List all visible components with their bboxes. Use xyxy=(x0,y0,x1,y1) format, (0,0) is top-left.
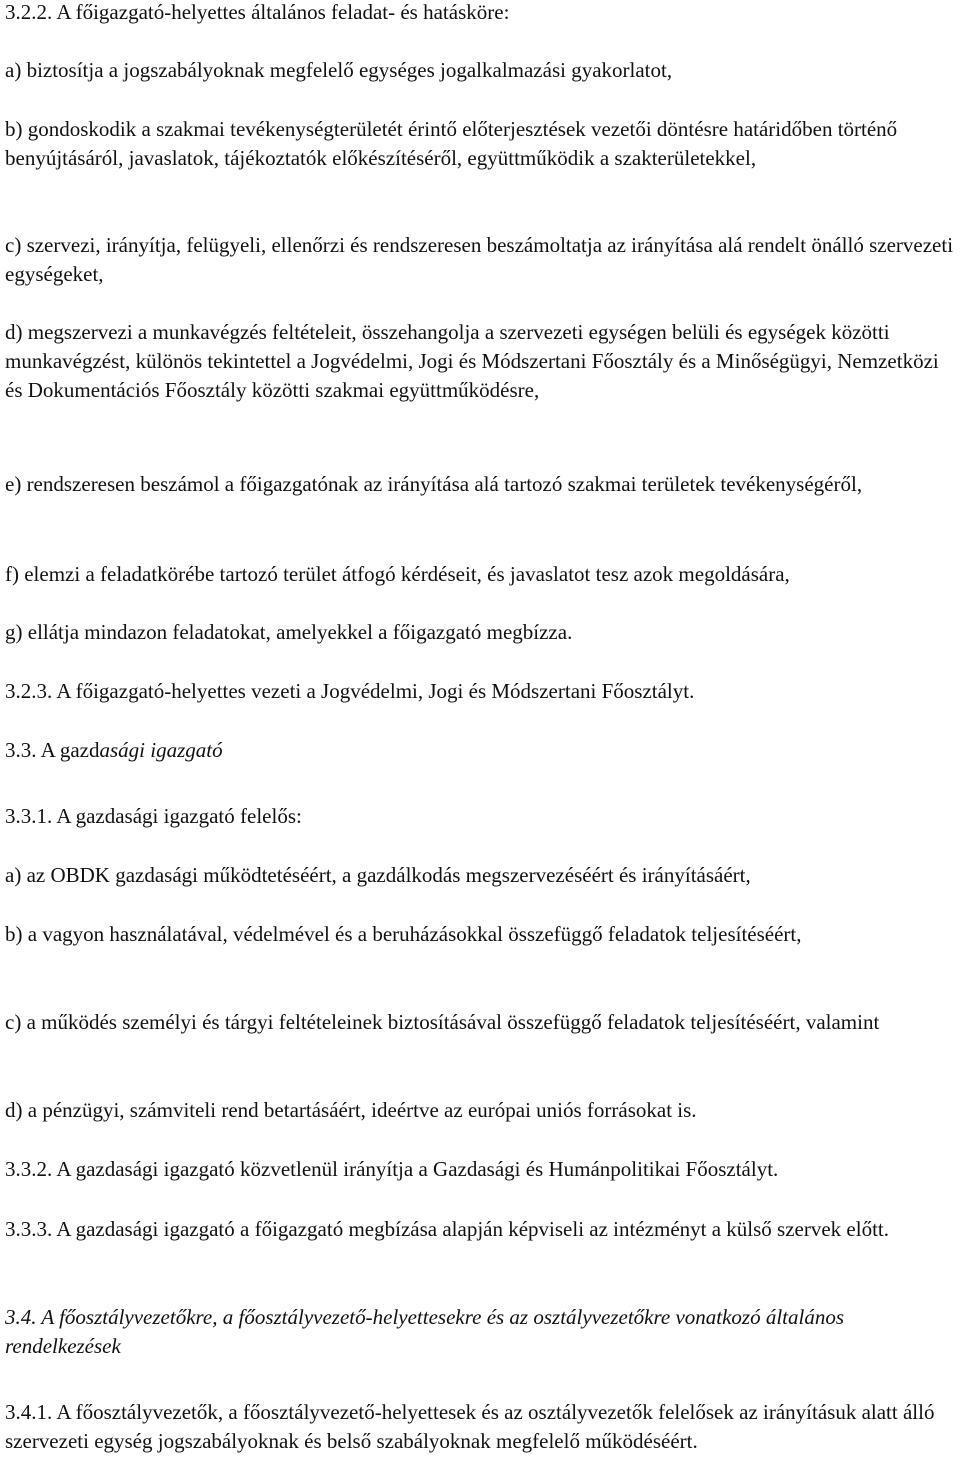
list-item-d-finance: d) a pénzügyi, számviteli rend betartásáért, ideértve az európai uniós forrásokat is. xyxy=(5,1098,697,1122)
section-3-3-1-heading: 3.3.1. A gazdasági igazgató felelős: xyxy=(5,804,302,828)
section-3-2-3: 3.2.3. A főigazgató-helyettes vezeti a Jogvédelmi, Jogi és Módszertani Főosztályt. xyxy=(5,679,695,703)
list-item-d-organization: d) megszervezi a munkavégzés feltételeit, összehangolja a szervezeti egységen belüli és egységek közötti munkavégzést, különös tekintettel a Jogvédelmi, Jogi és Módszertani Főosztály és a Minőségügyi, Nemzetközi és Dokumentációs Főosztály közötti szakmai együttműködésre, xyxy=(5,320,939,402)
list-item-a-operations: a) az OBDK gazdasági működtetéséért, a gazdálkodás megszervezéséért és irányításáért, xyxy=(5,863,751,887)
section-3-3-3: 3.3.3. A gazdasági igazgató a főigazgató megbízása alapján képviseli az intézményt a külső szervek előtt. xyxy=(5,1217,890,1241)
section-3-4-1: 3.4.1. A főosztályvezetők, a főosztályvezető-helyettesek és az osztályvezetők felelősek az irányításuk alatt álló szervezeti egység jogszabályoknak és belső szabályoknak megfelelő működéséért. xyxy=(5,1400,935,1453)
section-3-2-2-heading: 3.2.2. A főigazgató-helyettes általános feladat- és hatásköre: xyxy=(5,0,510,24)
list-item-b-submissions: b) gondoskodik a szakmai tevékenységterületét érintő előterjesztések vezetői döntésre határidőben történő benyújtásáról, javaslatok, tájékoztatók előkészítéséről, együttműködik a szakterületekkel, xyxy=(5,117,898,170)
section-3-3-heading xyxy=(5,736,957,765)
section-3-4-heading: 3.4. A főosztályvezetőkre, a főosztályvezető-helyettesekre és az osztályvezetőkre vonatkozó általános rendelkezések xyxy=(5,1305,845,1358)
list-item-c-conditions: c) a működés személyi és tárgyi feltételeinek biztosításával összefüggő feladatok teljesítéséért, valamint xyxy=(5,1010,880,1034)
section-3-3-heading-italic: asági igazgató xyxy=(99,738,223,762)
list-item-g-other-tasks: g) ellátja mindazon feladatokat, amelyekkel a főigazgató megbízza. xyxy=(5,620,573,644)
section-3-3-2: 3.3.2. A gazdasági igazgató közvetlenül irányítja a Gazdasági és Humánpolitikai Főosztályt. xyxy=(5,1157,779,1181)
section-3-3-heading-plain: 3.3. A gazd xyxy=(5,738,100,762)
list-item-a-legal-practice: a) biztosítja a jogszabályoknak megfelelő egységes jogalkalmazási gyakorlatot, xyxy=(5,58,673,82)
list-item-b-assets: b) a vagyon használatával, védelmével és a beruházásokkal összefüggő feladatok teljesítéséért, xyxy=(5,922,802,946)
list-item-e-reporting: e) rendszeresen beszámol a főigazgatónak az irányítása alá tartozó szakmai területek tevékenységéről, xyxy=(5,472,863,496)
list-item-c-supervision: c) szervezi, irányítja, felügyeli, ellenőrzi és rendszeresen beszámoltatja az irányítása alá rendelt önálló szervezeti egységeket, xyxy=(5,233,954,286)
list-item-f-analysis: f) elemzi a feladatkörébe tartozó terület átfogó kérdéseit, és javaslatot tesz azok megoldására, xyxy=(5,562,790,586)
